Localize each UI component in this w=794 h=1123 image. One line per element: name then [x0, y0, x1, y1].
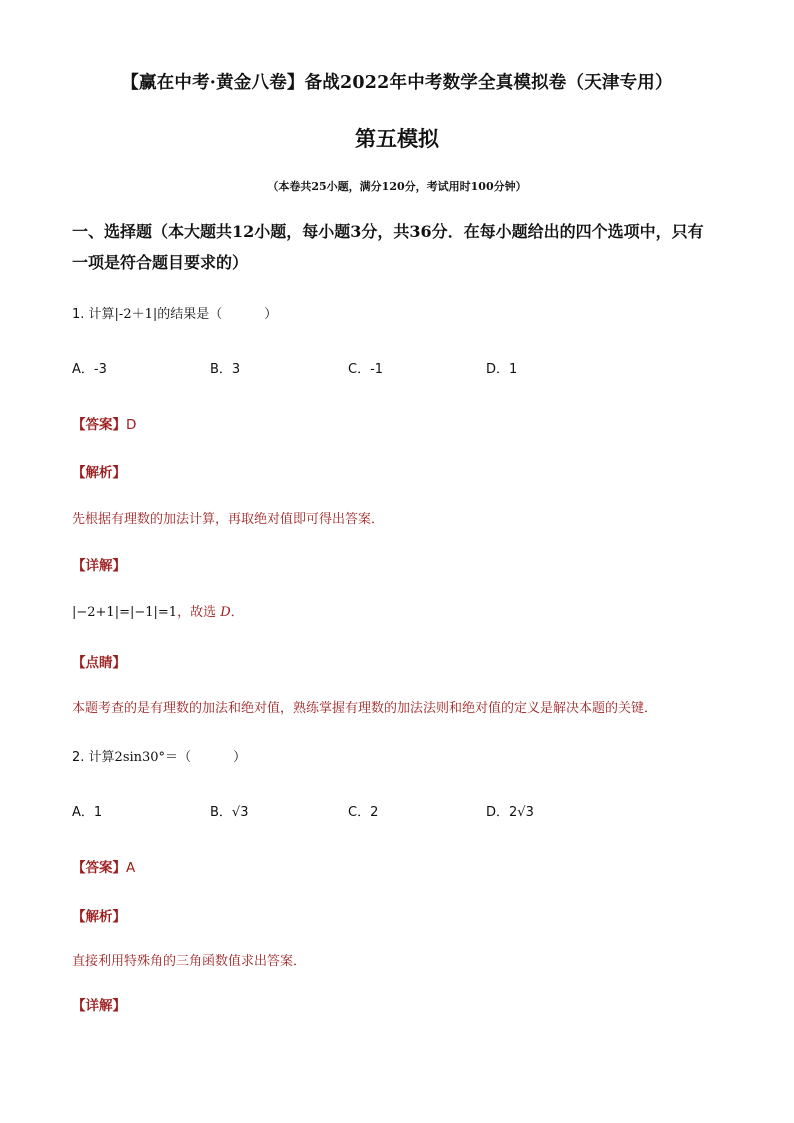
q1-option-b: B．3 [210, 362, 241, 377]
question-2-expression: 2sin30°＝ [114, 750, 179, 765]
q1-analysis-label: 【解析】 [72, 465, 126, 481]
q2-analysis-label: 【解析】 [72, 909, 126, 925]
q1-comment-text: 本题考查的是有理数的加法和绝对值，熟练掌握有理数的加法法则和绝对值的定义是解决本题的关键． [72, 701, 658, 716]
question-1 [72, 303, 277, 322]
q1-option-c: C．-1 [348, 362, 384, 377]
section-heading-line-1: 一、选择题（本大题共12小题，每小题3分，共36分．在每小题给出的四个选项中，只有 [72, 222, 704, 241]
q1-detail-choice: D [220, 605, 231, 620]
question-1-close: ） [264, 307, 278, 322]
q2-detail-label: 【详解】 [72, 998, 126, 1014]
q1-answer-value: D [126, 417, 137, 433]
question-1-expression: |-2＋1| [114, 307, 158, 322]
q1-detail-end: ． [230, 605, 244, 620]
q1-detail-expression: |−2+1|=|−1|=1 [72, 605, 178, 620]
q2-option-d: D．2√3 [486, 805, 534, 820]
q1-option-d: D．1 [486, 362, 518, 377]
question-1-prefix: 1. 计算 [72, 307, 115, 322]
q2-option-c: C．2 [348, 805, 379, 820]
q2-option-a: A．1 [72, 805, 103, 820]
q1-analysis-text: 先根据有理数的加法计算，再取绝对值即可得出答案． [72, 512, 385, 527]
q1-comment-label: 【点睛】 [72, 655, 126, 671]
q1-option-a: A．-3 [72, 362, 107, 377]
exam-note: （本卷共25小题，满分120分，考试用时100分钟） [267, 180, 527, 193]
q1-detail-text [72, 601, 244, 620]
q1-detail-mid: ，故选 [177, 605, 217, 620]
q2-option-b: B．√3 [210, 805, 249, 820]
question-1-suffix: 的结果是（ [157, 307, 223, 322]
q2-answer [72, 856, 135, 876]
q1-detail-label: 【详解】 [72, 558, 126, 574]
q2-answer-label: 【答案】 [72, 860, 126, 876]
section-heading-line-2: 一项是符合题目要求的） [72, 253, 249, 272]
question-2-prefix: 2. 计算 [72, 750, 115, 765]
question-2-close: ） [233, 750, 247, 765]
q2-analysis-text: 直接利用特殊角的三角函数值求出答案． [72, 954, 307, 969]
exam-title: 【赢在中考·黄金八卷】备战2022年中考数学全真模拟卷（天津专用） [121, 73, 673, 93]
q1-answer-label: 【答案】 [72, 417, 126, 433]
exam-subtitle: 第五模拟 [355, 126, 439, 151]
question-2-suffix: （ [178, 750, 192, 765]
q1-answer [72, 413, 136, 433]
question-2 [72, 746, 246, 765]
q2-answer-value: A [126, 860, 136, 876]
